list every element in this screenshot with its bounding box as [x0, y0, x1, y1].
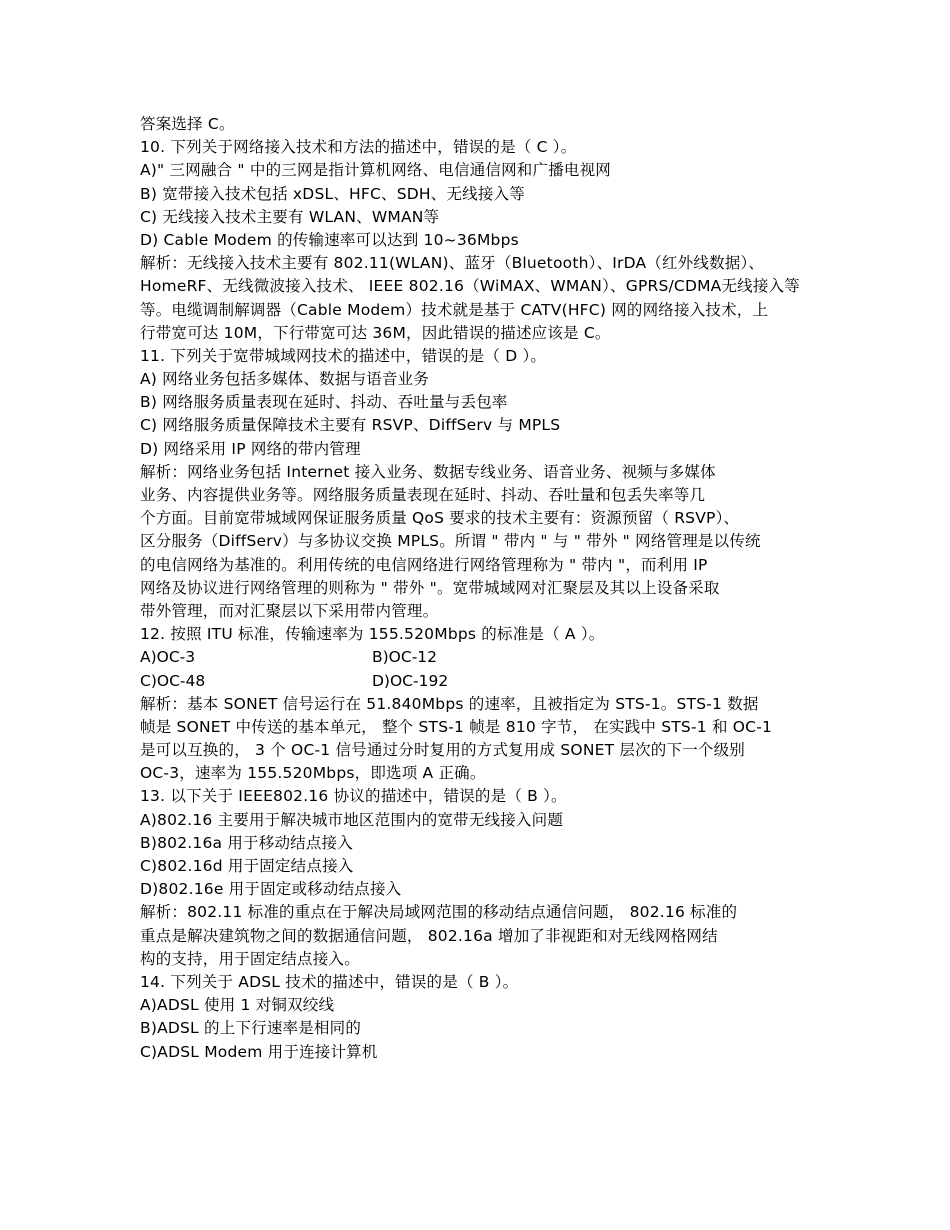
question-12-options-row — [140, 646, 820, 669]
question-12-option-c: C)OC-48 — [140, 671, 206, 690]
question-11-option-b: B) 网络服务质量表现在延时、抖动、吞吐量与丢包率 — [140, 393, 508, 412]
question-11-analysis: 的电信网络为基准的。利用传统的电信网络进行网络管理称为 " 带内 "，而利用 IP — [140, 555, 708, 574]
question-12-option-a: A)OC-3 — [140, 648, 196, 667]
question-11-analysis: 个方面。目前宽带城域网保证服务质量 QoS 要求的技术主要有：资源预留（ RSVP）、 — [140, 509, 740, 528]
question-12-option-b: B)OC-12 — [372, 648, 438, 667]
question-11-analysis: 解析：网络业务包括 Internet 接入业务、数据专线业务、语音业务、视频与多媒体 — [140, 462, 716, 481]
question-13-analysis: 解析：802.11 标准的重点在于解决局域网范围的移动结点通信问题， 802.16 标准的 — [140, 903, 738, 922]
question-11-analysis: 网络及协议进行网络管理的则称为 " 带外 "。宽带城域网对汇聚层及其以上设备采取 — [140, 578, 720, 597]
text-line: 答案选择 C。 — [140, 115, 235, 133]
question-10-analysis: 行带宽可达 10M，下行带宽可达 36M，因此错误的描述应该是 C。 — [140, 323, 611, 342]
document-body — [140, 113, 820, 1064]
question-11-analysis: 带外管理，而对汇聚层以下采用带内管理。 — [140, 601, 439, 620]
question-13-analysis: 构的支持，用于固定结点接入。 — [140, 949, 360, 968]
question-11-analysis: 区分服务（DiffServ）与多协议交换 MPLS。所谓 " 带内 " 与 " 带外 " 网络管理是以传统 — [140, 532, 761, 551]
question-11-option-a: A) 网络业务包括多媒体、数据与语音业务 — [140, 370, 430, 389]
question-12-options-row — [140, 670, 820, 693]
question-12-stem: 12. 按照 ITU 标准，传输速率为 155.520Mbps 的标准是（ A ）。 — [140, 625, 605, 644]
question-14-stem: 14. 下列关于 ADSL 技术的描述中，错误的是（ B ）。 — [140, 972, 519, 991]
question-11-stem: 11. 下列关于宽带城域网技术的描述中，错误的是（ D ）。 — [140, 346, 547, 365]
question-13-analysis: 重点是解决建筑物之间的数据通信问题， 802.16a 增加了非视距和对无线网格网结 — [140, 926, 718, 945]
question-12-analysis: OC-3，速率为 155.520Mbps，即选项 A 正确。 — [140, 764, 486, 783]
question-12-analysis: 帧是 SONET 中传送的基本单元， 整个 STS-1 帧是 810 字节， 在实践中 STS-1 和 OC-1 — [140, 717, 773, 736]
question-10-option-c: C) 无线接入技术主要有 WLAN、WMAN等 — [140, 207, 440, 226]
question-12-analysis: 是可以互换的， 3 个 OC-1 信号通过分时复用的方式复用成 SONET 层次的下一个级别 — [140, 741, 745, 760]
question-14-option-a: A)ADSL 使用 1 对铜双绞线 — [140, 996, 335, 1015]
question-13-option-a: A)802.16 主要用于解决城市地区范围内的宽带无线接入问题 — [140, 810, 564, 829]
question-10-option-a: A)" 三网融合 " 中的三网是指计算机网络、电信通信网和广播电视网 — [140, 161, 611, 180]
question-11-analysis: 业务、内容提供业务等。网络服务质量表现在延时、抖动、吞吐量和包丢失率等几 — [140, 486, 706, 504]
question-11-option-d: D) 网络采用 IP 网络的带内管理 — [140, 439, 361, 458]
question-10-analysis: HomeRF、无线微波接入技术、 IEEE 802.16（WiMAX、WMAN）、GPRS/CDMA无线接入等 — [140, 277, 800, 296]
question-13-option-b: B)802.16a 用于移动结点接入 — [140, 833, 353, 852]
question-10-analysis: 解析：无线接入技术主要有 802.11(WLAN)、蓝牙（Bluetooth）、IrDA（红外线数据）、 — [140, 254, 765, 273]
question-14-option-c: C)ADSL Modem 用于连接计算机 — [140, 1042, 378, 1061]
question-13-stem: 13. 以下关于 IEEE802.16 协议的描述中，错误的是（ B ）。 — [140, 787, 567, 806]
question-14-option-b: B)ADSL 的上下行速率是相同的 — [140, 1019, 362, 1038]
question-12-option-d: D)OC-192 — [372, 671, 449, 690]
question-10-stem: 10. 下列关于网络接入技术和方法的描述中，错误的是（ C ）。 — [140, 138, 577, 157]
question-13-option-d: D)802.16e 用于固定或移动结点接入 — [140, 880, 402, 899]
question-10-analysis: 等。电缆调制解调器（Cable Modem）技术就是基于 CATV(HFC) 网的网络接入技术，上 — [140, 300, 769, 319]
question-13-option-c: C)802.16d 用于固定结点接入 — [140, 857, 354, 875]
question-10-option-b: B) 宽带接入技术包括 xDSL、HFC、SDH、无线接入等 — [140, 184, 525, 203]
question-11-option-c: C) 网络服务质量保障技术主要有 RSVP、DiffServ 与 MPLS — [140, 416, 561, 435]
question-10-option-d: D) Cable Modem 的传输速率可以达到 10~36Mbps — [140, 230, 519, 249]
question-12-analysis: 解析：基本 SONET 信号运行在 51.840Mbps 的速率，且被指定为 STS-1。STS-1 数据 — [140, 694, 759, 713]
